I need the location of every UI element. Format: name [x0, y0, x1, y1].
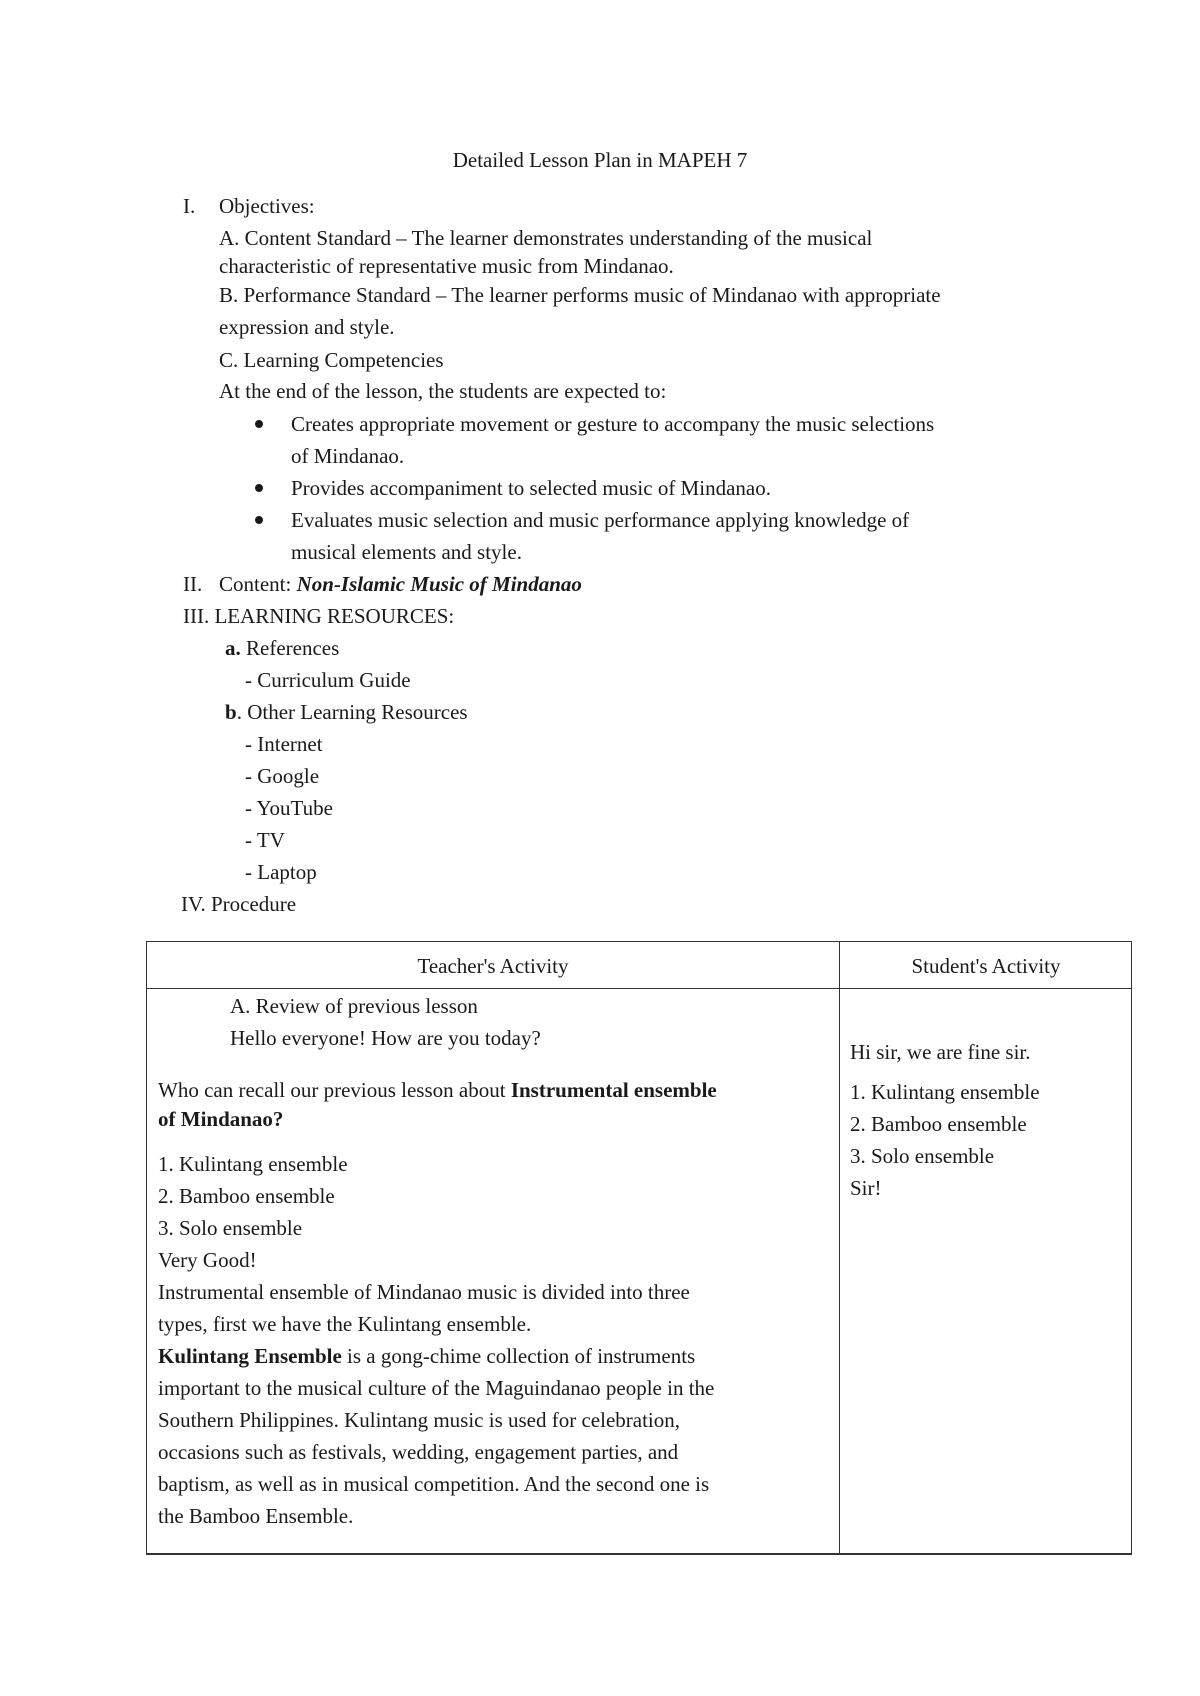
- procedure-table: [146, 941, 1132, 1555]
- student-list-item: 1. Kulintang ensemble: [850, 1080, 1040, 1104]
- content-standard-line2: characteristic of representative music from Mindanao.: [219, 254, 674, 278]
- competency-3-line2: musical elements and style.: [291, 540, 522, 564]
- content-line: [219, 572, 582, 597]
- recall-question-line2: [158, 1107, 283, 1132]
- explanation-line: types, first we have the Kulintang ensemble.: [158, 1312, 532, 1336]
- kulintang-line: [158, 1344, 695, 1369]
- objectives-numeral: I.: [183, 194, 196, 218]
- references-line: [225, 636, 339, 661]
- objectives-heading: Objectives:: [219, 194, 315, 218]
- competency-2-line1: Provides accompaniment to selected music of Mindanao.: [291, 476, 771, 500]
- references-letter: a.: [225, 636, 241, 660]
- table-column-divider: [839, 942, 840, 1553]
- performance-standard-line2: expression and style.: [219, 315, 395, 339]
- recall-text: Who can recall our previous lesson about: [158, 1078, 511, 1102]
- header-student-activity: Student's Activity: [911, 954, 1061, 978]
- kulintang-desc-line: the Bamboo Ensemble.: [158, 1504, 354, 1528]
- other-resources-line: [225, 700, 468, 725]
- student-list-item: 3. Solo ensemble: [850, 1144, 995, 1168]
- header-teacher-activity: Teacher's Activity: [417, 954, 569, 978]
- resource-item: - TV: [245, 828, 285, 852]
- recall-question-line1: [158, 1078, 717, 1103]
- kulintang-term: Kulintang Ensemble: [158, 1344, 342, 1368]
- recall-topic-cont: of Mindanao?: [158, 1107, 284, 1131]
- bullet-dot: [255, 484, 263, 492]
- teacher-praise: Very Good!: [158, 1248, 257, 1272]
- explanation-line: Instrumental ensemble of Mindanao music is divided into three: [158, 1280, 690, 1304]
- kulintang-desc: is a gong-chime collection of instruments: [341, 1344, 696, 1368]
- competency-3-line1: Evaluates music selection and music performance applying knowledge of: [291, 508, 910, 532]
- content-numeral: II.: [183, 572, 203, 596]
- competency-1-line1: Creates appropriate movement or gesture to accompany the music selections: [291, 412, 935, 436]
- resource-item: - Internet: [245, 732, 323, 756]
- performance-standard-line1: B. Performance Standard – The learner performs music of Mindanao with appropriate: [219, 283, 941, 307]
- student-sir: Sir!: [850, 1176, 882, 1200]
- resource-item: - YouTube: [245, 796, 333, 820]
- resource-item: - Laptop: [245, 860, 317, 884]
- content-standard-line1: A. Content Standard – The learner demonstrates understanding of the musical: [219, 226, 873, 250]
- kulintang-desc-line: important to the musical culture of the Maguindanao people in the: [158, 1376, 715, 1400]
- recall-topic: Instrumental ensemble: [510, 1078, 717, 1102]
- other-resources-letter: b: [225, 700, 237, 724]
- teacher-list-item: 2. Bamboo ensemble: [158, 1184, 335, 1208]
- kulintang-desc-line: baptism, as well as in musical competition. And the second one is: [158, 1472, 710, 1496]
- references-item: - Curriculum Guide: [245, 668, 411, 692]
- content-label: Content:: [219, 572, 292, 596]
- other-resources-label: . Other Learning Resources: [236, 700, 468, 724]
- review-heading: A. Review of previous lesson: [230, 994, 478, 1018]
- competencies-intro: At the end of the lesson, the students are expected to:: [219, 379, 667, 403]
- resources-heading: III. LEARNING RESOURCES:: [183, 604, 455, 628]
- content-topic: Non-Islamic Music of Mindanao: [296, 572, 582, 596]
- table-header-divider: [147, 988, 1131, 989]
- student-list-item: 2. Bamboo ensemble: [850, 1112, 1027, 1136]
- references-label: References: [246, 636, 340, 660]
- competencies-heading: C. Learning Competencies: [219, 348, 444, 372]
- bullet-dot: [255, 420, 263, 428]
- procedure-heading: IV. Procedure: [181, 892, 297, 916]
- competency-1-line2: of Mindanao.: [291, 444, 405, 468]
- bullet-dot: [255, 516, 263, 524]
- student-reply: Hi sir, we are fine sir.: [850, 1040, 1031, 1064]
- page-title: Detailed Lesson Plan in MAPEH 7: [452, 148, 748, 172]
- kulintang-desc-line: Southern Philippines. Kulintang music is used for celebration,: [158, 1408, 681, 1432]
- resource-item: - Google: [245, 764, 320, 788]
- teacher-list-item: 3. Solo ensemble: [158, 1216, 303, 1240]
- teacher-list-item: 1. Kulintang ensemble: [158, 1152, 348, 1176]
- kulintang-desc-line: occasions such as festivals, wedding, engagement parties, and: [158, 1440, 679, 1464]
- teacher-greeting: Hello everyone! How are you today?: [230, 1026, 541, 1050]
